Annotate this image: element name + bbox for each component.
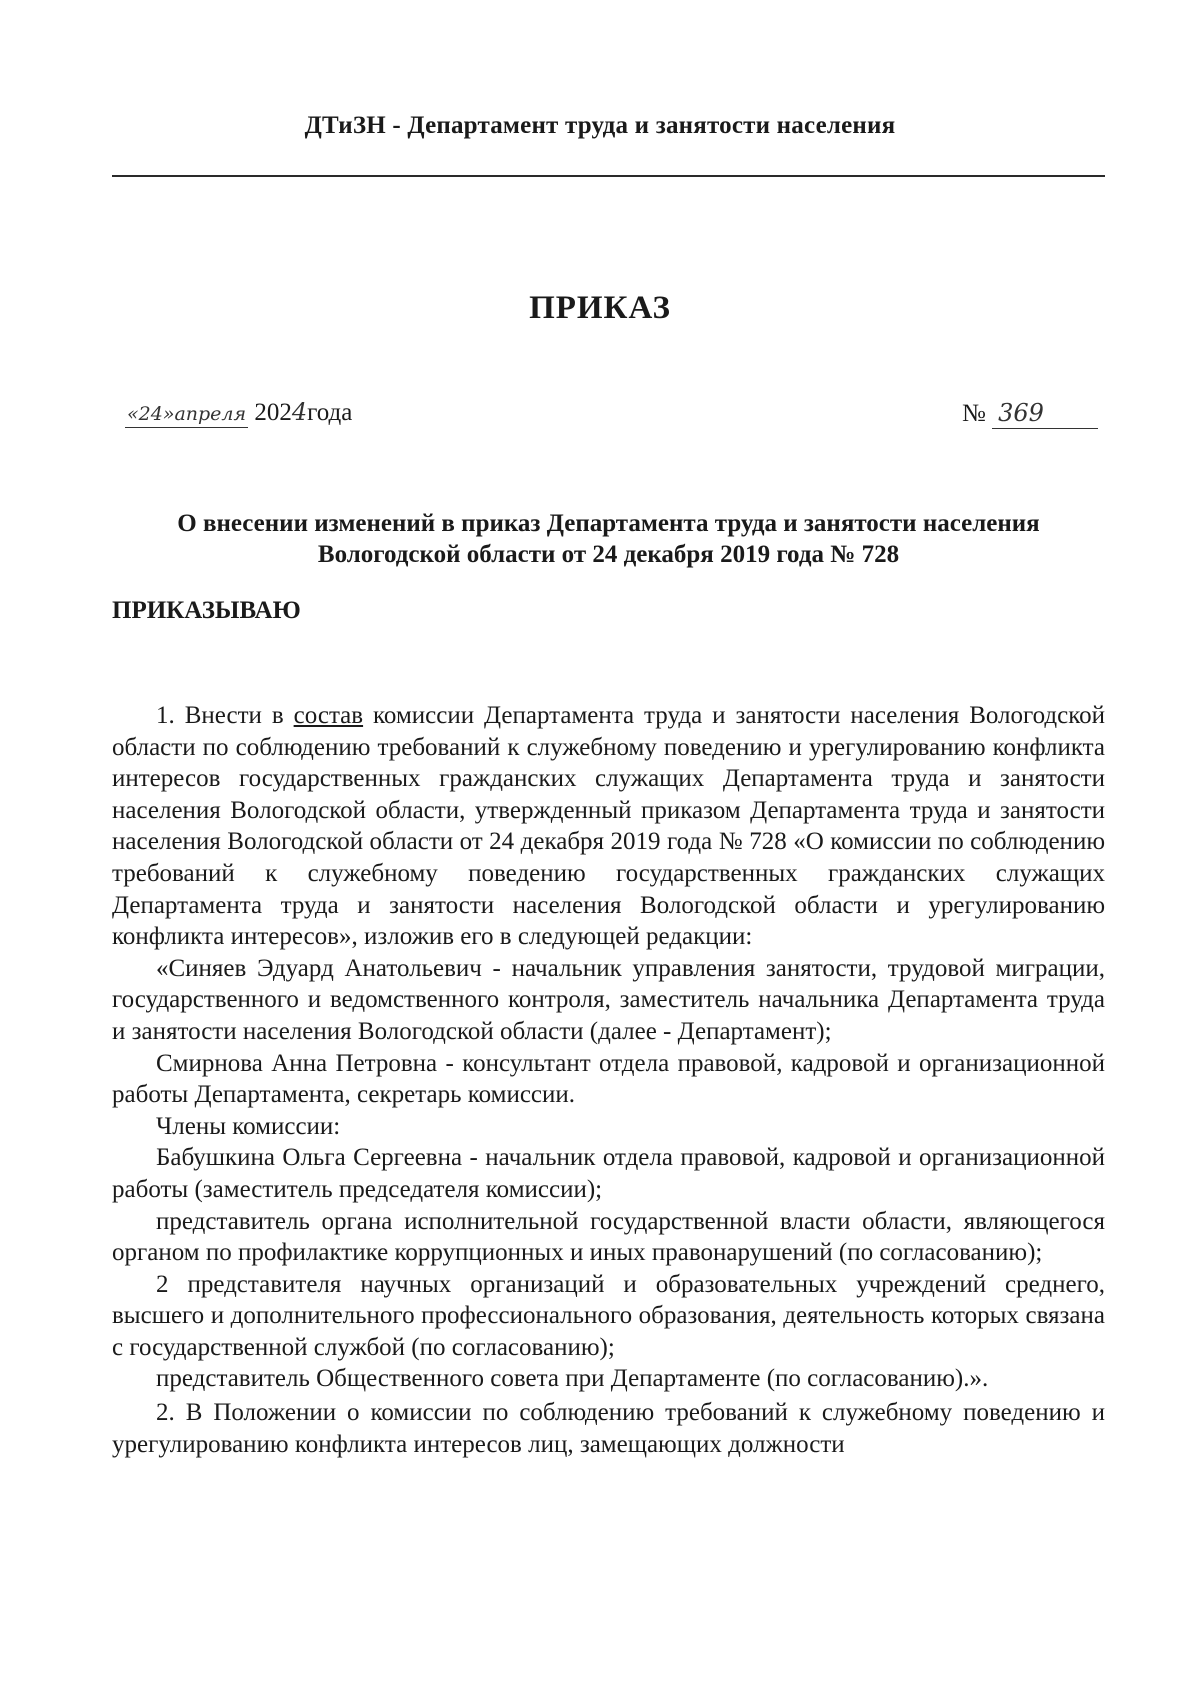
organization-header: ДТиЗН - Департамент труда и занятости населения xyxy=(304,112,896,139)
date-open-quote: « xyxy=(127,403,139,425)
paragraph-1-rest: комиссии Департамента труда и занятости населения Вологодской области по соблюдению требований к служебному поведению и урегулированию конфликта интересов государственных гражданских служащих Департамента труда и занятости населения Вологодской области, утвержденный приказом Департамента труда и занятости населения Вологодской области от 24 декабря 2019 года № 728 «О комиссии по соблюдению требований к служебному поведению государственных гражданских служащих Департамента труда и занятости населения Вологодской области и урегулированию конфликта интересов», изложив его в следующей редакции: xyxy=(112,702,1105,951)
date-day: 24 xyxy=(138,403,163,425)
subject-line-2: Вологодской области от 24 декабря 2019 года № 728 xyxy=(317,541,900,568)
date-handwritten xyxy=(125,399,248,428)
paragraph-9: 2. В Положении о комиссии по соблюдению требований к служебному поведению и урегулированию конфликта интересов лиц, замещающих должности xyxy=(112,1399,1105,1458)
paragraph-1 xyxy=(112,700,1105,953)
paragraph-8: представитель Общественного совета при Департаменте (по согласованию).». xyxy=(156,1365,989,1393)
document-date xyxy=(125,398,352,428)
subject-line-1: О внесении изменений в приказ Департамента труда и занятости населения xyxy=(177,510,1040,537)
date-suffix: года xyxy=(307,399,353,426)
header-divider xyxy=(112,175,1105,177)
document-subject xyxy=(112,508,1105,570)
document-number xyxy=(962,400,1098,429)
document-title: ПРИКАЗ xyxy=(529,290,671,326)
number-field xyxy=(992,400,1098,429)
document-body xyxy=(112,700,1105,1460)
date-year-digit: 4 xyxy=(291,398,308,426)
composition-link[interactable]: состав xyxy=(293,702,364,729)
paragraph-2: «Синяев Эдуард Анатольевич - начальник управления занятости, трудовой миграции, государственного и ведомственного контроля, заместитель начальника Департамента труда и занятости населения Вологодской области (далее - Департамент); xyxy=(112,954,1105,1045)
paragraph-6: представитель органа исполнительной государственной власти области, являющегося органом по профилактике коррупционных и иных правонарушений (по согласованию); xyxy=(112,1207,1105,1267)
paragraph-7: 2 представителя научных организаций и образовательных учреждений среднего, высшего и дополнительного профессионального образования, деятельность которых связана с государственной службой (по согласованию); xyxy=(112,1270,1105,1361)
order-directive: ПРИКАЗЫВАЮ xyxy=(112,597,301,624)
number-value: 369 xyxy=(998,399,1044,427)
paragraph-4: Члены комиссии: xyxy=(156,1112,341,1140)
date-close-quote: » xyxy=(162,403,175,425)
paragraph-3: Смирнова Анна Петровна - консультант отдела правовой, кадровой и организационной работы Департамента, секретарь комиссии. xyxy=(112,1049,1105,1109)
date-year-prefix: 202 xyxy=(254,399,292,426)
number-sign: № xyxy=(962,400,986,427)
paragraph-1-start: 1. Внести в xyxy=(156,702,294,729)
paragraph-5: Бабушкина Ольга Сергеевна - начальник отдела правовой, кадровой и организационной работы (заместитель председателя комиссии); xyxy=(112,1144,1105,1203)
date-month: апреля xyxy=(174,403,247,425)
